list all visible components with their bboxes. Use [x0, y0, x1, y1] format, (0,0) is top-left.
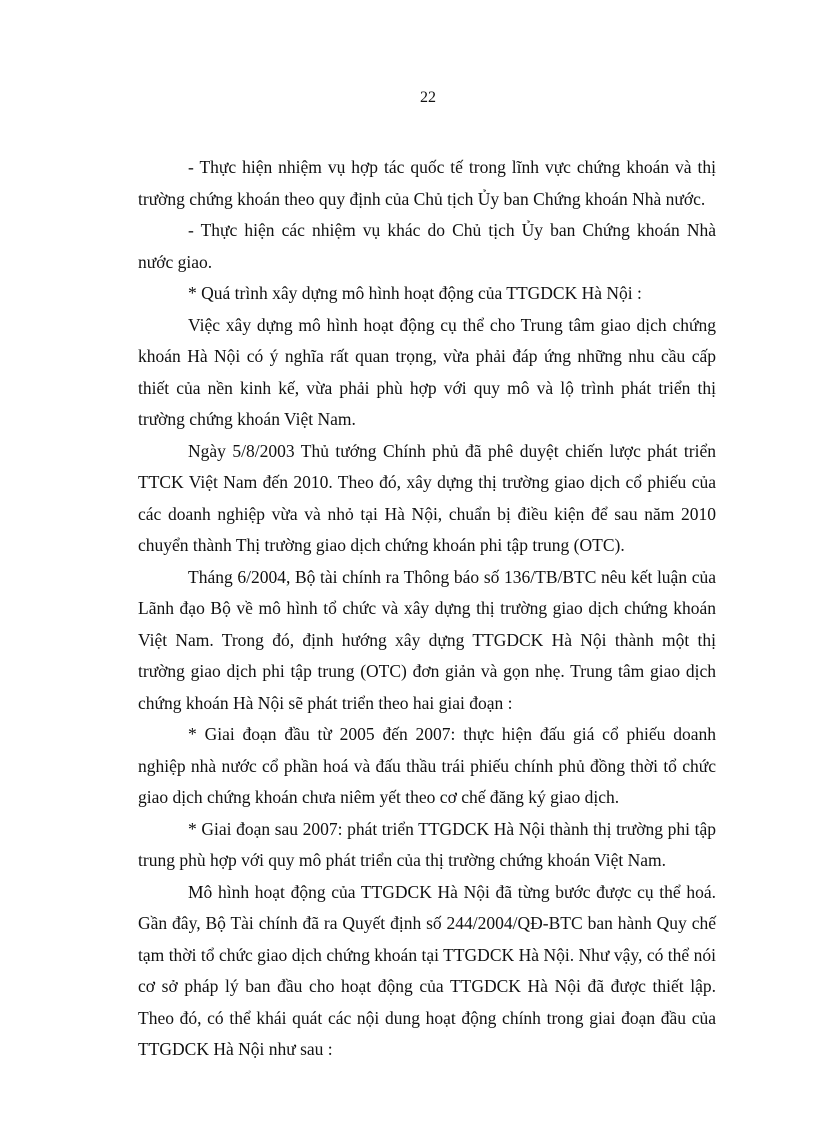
paragraph-other-duties: - Thực hiện các nhiệm vụ khác do Chủ tịch Ủy ban Chứng khoán Nhà nước giao.	[138, 220, 716, 272]
paragraph-international-cooperation: - Thực hiện nhiệm vụ hợp tác quốc tế trong lĩnh vực chứng khoán và thị trường chứng khoán theo quy định của Chủ tịch Ủy ban Chứng khoán Nhà nước.	[138, 157, 716, 209]
paragraph-model-heading: * Quá trình xây dựng mô hình hoạt động của TTGDCK Hà Nội :	[188, 283, 642, 303]
paragraph-phase-two: * Giai đoạn sau 2007: phát triển TTGDCK Hà Nội thành thị trường phi tập trung phù hợp với quy mô phát triển của thị trường chứng khoán Việt Nam.	[138, 818, 716, 870]
paragraph-operating-model: Mô hình hoạt động của TTGDCK Hà Nội đã từng bước được cụ thể hoá. Gần đây, Bộ Tài chính đã ra Quyết định số 244/2004/QĐ-BTC ban hành Quy chế tạm thời tổ chức giao dịch chứng khoán tại TTGDCK Hà Nội. Như vậy, có thể nói cơ sở pháp lý ban đầu cho hoạt động của TTGDCK Hà Nội đã được thiết lập. Theo đó, có thể khái quát các nội dung hoạt động chính trong giai đoạn đầu của TTGDCK Hà Nội như sau :	[138, 881, 716, 1059]
document-body	[138, 152, 716, 1066]
paragraph-model-importance: Việc xây dựng mô hình hoạt động cụ thể cho Trung tâm giao dịch chứng khoán Hà Nội có ý nghĩa rất quan trọng, vừa phải đáp ứng những nhu cầu cấp thiết của nền kinh kế, vừa phải phù hợp với quy mô và lộ trình phát triển thị trường chứng khoán Việt Nam.	[138, 314, 716, 429]
paragraph-phase-one: * Giai đoạn đầu từ 2005 đến 2007: thực hiện đấu giá cổ phiếu doanh nghiệp nhà nước cổ phần hoá và đấu thầu trái phiếu chính phủ đồng thời tổ chức giao dịch chứng khoán chưa niêm yết theo cơ chế đăng ký giao dịch.	[138, 724, 716, 807]
page-number: 22	[420, 89, 436, 106]
paragraph-notice-2004: Tháng 6/2004, Bộ tài chính ra Thông báo số 136/TB/BTC nêu kết luận của Lãnh đạo Bộ về mô hình tổ chức và xây dựng thị trường giao dịch chứng khoán Việt Nam. Trong đó, định hướng xây dựng TTGDCK Hà Nội thành một thị trường giao dịch phi tập trung (OTC) đơn giản và gọn nhẹ. Trung tâm giao dịch chứng khoán Hà Nội sẽ phát triển theo hai giai đoạn :	[138, 566, 716, 713]
paragraph-strategy-2003: Ngày 5/8/2003 Thủ tướng Chính phủ đã phê duyệt chiến lược phát triển TTCK Việt Nam đến 2010. Theo đó, xây dựng thị trường giao dịch cổ phiếu của các doanh nghiệp vừa và nhỏ tại Hà Nội, chuẩn bị điều kiện để sau năm 2010 chuyển thành Thị trường giao dịch chứng khoán phi tập trung (OTC).	[138, 440, 716, 555]
